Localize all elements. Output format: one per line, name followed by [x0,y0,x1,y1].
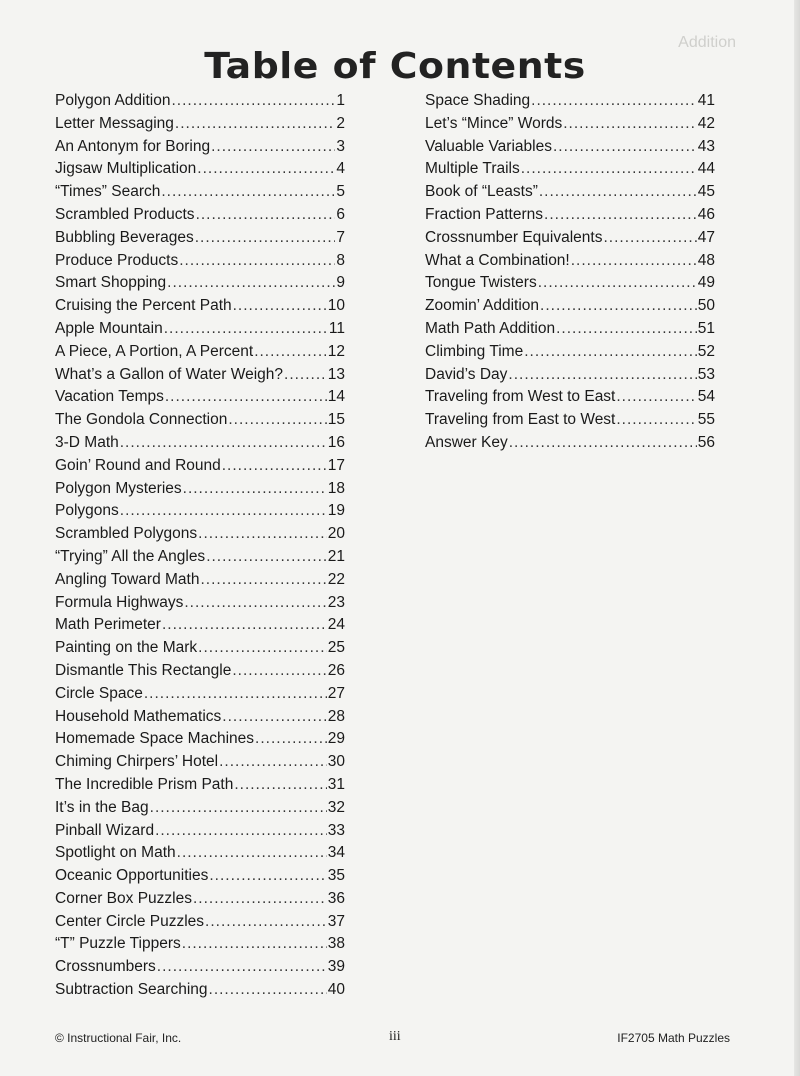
toc-entry-title: Dismantle This Rectangle [55,661,232,679]
toc-entry [55,295,345,318]
toc-entry-title: Polygon Mysteries [55,479,182,497]
toc-entry [55,546,345,569]
toc-entry-title: Polygons [55,502,119,520]
toc-entry-page: 39 [327,958,345,976]
toc-entry-title: “T” Puzzle Tippers [55,935,181,953]
toc-entry-title: Homemade Space Machines [55,730,255,748]
toc-entry [55,500,345,523]
toc-entry-page: 3 [336,137,345,155]
toc-entry-page: 53 [697,365,715,383]
toc-entry-page: 20 [327,525,345,543]
toc-entry-page: 45 [697,183,715,201]
dot-leader [508,364,696,387]
toc-entry-title: The Gondola Connection [55,411,228,429]
toc-entry-page: 34 [327,844,345,862]
toc-entry-title: David’s Day [425,365,508,383]
toc-entry-title: Circle Space [55,684,143,702]
toc-entry-title: Math Path Addition [425,319,556,337]
dot-leader [571,250,697,273]
toc-entry-page: 4 [336,160,345,178]
dot-leader [553,136,697,159]
toc-entry-title: Valuable Variables [425,137,552,155]
toc-entry [425,158,715,181]
toc-left-column [55,90,345,1002]
toc-entry-title: Letter Messaging [55,114,174,132]
toc-entry-title: Household Mathematics [55,707,222,725]
dot-leader [164,318,328,341]
toc-entry-title: Scrambled Polygons [55,525,198,543]
toc-entry-page: 43 [697,137,715,155]
toc-entry-page: 1 [336,92,345,109]
toc-entry [425,204,715,227]
page-edge [794,0,800,1076]
toc-entry [55,272,345,295]
toc-entry-page: 22 [327,570,345,588]
toc-entry [55,318,345,341]
toc-entry [55,911,345,934]
toc-entry-page: 40 [327,981,345,999]
toc-entry-page: 25 [327,639,345,657]
toc-entry [425,90,715,113]
toc-entry-page: 16 [327,433,345,451]
toc-entry [55,751,345,774]
toc-entry [55,204,345,227]
toc-entry-title: Tongue Twisters [425,274,537,292]
toc-entry-title: Vacation Temps [55,388,164,406]
toc-entry [425,181,715,204]
toc-entry [425,341,715,364]
toc-entry [55,569,345,592]
toc-entry-page: 52 [697,342,715,360]
toc-entry-title: Subtraction Searching [55,981,208,999]
toc-entry-title: Spotlight on Math [55,844,176,862]
dot-leader [205,911,327,934]
toc-entry [55,820,345,843]
toc-entry-page: 18 [327,479,345,497]
dot-leader [144,683,327,706]
dot-leader [161,181,335,204]
toc-entry-page: 23 [327,593,345,611]
dot-leader [540,295,697,318]
toc-entry-page: 31 [327,775,345,793]
toc-entry-title: Chiming Chirpers’ Hotel [55,753,219,771]
toc-entry-title: “Trying” All the Angles [55,547,206,565]
toc-entry-page: 6 [336,205,345,223]
dot-leader [616,409,696,432]
toc-entry-title: Scrambled Products [55,205,195,223]
toc-entry [55,432,345,455]
toc-entry-title: Crossnumbers [55,958,156,976]
dot-leader [196,204,336,227]
toc-entry [425,295,715,318]
toc-entry-title: Crossnumber Equivalents [425,228,603,246]
toc-entry [55,113,345,136]
toc-entry [55,706,345,729]
toc-entry-title: Center Circle Puzzles [55,912,205,930]
toc-entry [55,888,345,911]
toc-entry [55,364,345,387]
toc-entry [55,637,345,660]
toc-entry [55,797,345,820]
toc-entry-page: 38 [327,935,345,953]
toc-entry-page: 5 [336,183,345,201]
toc-entry [55,956,345,979]
dot-leader [198,523,327,546]
toc-entry [425,250,715,273]
dot-leader [563,113,697,136]
toc-entry-title: Produce Products [55,251,179,269]
dot-leader [524,341,697,364]
dot-leader [222,455,327,478]
toc-entry-page: 24 [327,616,345,634]
dot-leader [556,318,697,341]
toc-entry-title: An Antonym for Boring [55,137,211,155]
toc-entry-title: Formula Highways [55,593,184,611]
toc-entry [55,158,345,181]
toc-entry [55,341,345,364]
toc-entry-page: 17 [327,456,345,474]
dot-leader [211,136,335,159]
toc-entry-page: 21 [327,547,345,565]
dot-leader [200,569,326,592]
toc-entry-page: 10 [327,297,345,315]
toc-entry-title: Fraction Patterns [425,205,544,223]
toc-entry-title: Corner Box Puzzles [55,889,192,907]
toc-entry [55,523,345,546]
page-title: Table of Contents [204,46,586,87]
dot-leader [228,409,326,432]
toc-entry-title: Cruising the Percent Path [55,297,232,315]
toc-entry-page: 8 [336,251,345,269]
toc-entry [55,136,345,159]
toc-entry-title: Book of “Leasts” [425,183,538,201]
toc-entry [55,933,345,956]
dot-leader [209,865,326,888]
dot-leader [155,820,327,843]
dot-leader [183,478,327,501]
toc-entry-title: Bubbling Beverages [55,228,194,246]
toc-entry-title: Multiple Trails [425,160,520,178]
dot-leader [120,432,327,455]
dot-leader [198,637,327,660]
toc-entry-page: 11 [328,319,345,337]
toc-entry-title: 3-D Math [55,433,119,451]
toc-entry-page: 56 [697,433,715,451]
toc-entry-page: 13 [327,365,345,383]
dot-leader [222,706,326,729]
dot-leader [255,728,327,751]
dot-leader [165,386,327,409]
toc-entry-title: Painting on the Mark [55,639,198,657]
dot-leader [150,797,327,820]
dot-leader [193,888,327,911]
toc-entry-title: Zoomin’ Addition [425,297,540,315]
dot-leader [284,364,327,387]
toc-entry-page: 48 [697,251,715,269]
toc-entry-title: Apple Mountain [55,319,163,337]
toc-entry [55,865,345,888]
dot-leader [603,227,696,250]
toc-entry-page: 37 [327,912,345,930]
toc-entry-page: 9 [336,274,345,292]
toc-entry-page: 26 [327,661,345,679]
dot-leader [233,295,327,318]
toc-entry-title: Jigsaw Multiplication [55,160,197,178]
toc-entry [425,272,715,295]
dot-leader [177,842,327,865]
toc-entry [55,614,345,637]
toc-entry [55,227,345,250]
toc-entry [55,478,345,501]
toc-entry-page: 14 [327,388,345,406]
toc-entry [425,364,715,387]
toc-entry-page: 42 [697,114,715,132]
dot-leader [195,227,336,250]
toc-entry-title: Let’s “Mince” Words [425,114,563,132]
toc-entry-page: 55 [697,411,715,429]
toc-entry-page: 47 [697,228,715,246]
footer-book-id: IF2705 Math Puzzles [617,1031,730,1045]
dot-leader [521,158,697,181]
dot-leader [531,90,697,113]
dot-leader [206,546,327,569]
toc-entry-title: Traveling from West to East [425,388,616,406]
dot-leader [120,500,327,523]
dot-leader [209,979,327,1002]
toc-entry [55,774,345,797]
toc-entry [55,90,345,113]
toc-entry-page: 27 [327,684,345,702]
toc-entry [425,432,715,455]
toc-entry-page: 32 [327,798,345,816]
toc-entry [55,181,345,204]
toc-entry [55,455,345,478]
toc-entry-page: 15 [327,411,345,429]
toc-entry [425,409,715,432]
toc-entry [55,250,345,273]
dot-leader [254,341,327,364]
toc-entry-page: 2 [336,114,345,132]
toc-entry-page: 30 [327,753,345,771]
dot-leader [182,933,327,956]
footer-copyright: © Instructional Fair, Inc. [55,1031,182,1045]
toc-right-column [425,90,715,455]
toc-entry [55,660,345,683]
toc-entry [55,979,345,1002]
toc-entry [55,386,345,409]
dot-leader [162,614,327,637]
dot-leader [171,90,335,113]
toc-entry-page: 50 [697,297,715,315]
toc-entry-page: 35 [327,867,345,885]
toc-entry [55,842,345,865]
toc-entry [425,386,715,409]
toc-entry-title: A Piece, A Portion, A Percent [55,342,254,360]
toc-entry [55,728,345,751]
dot-leader [179,250,335,273]
toc-entry-page: 49 [697,274,715,292]
toc-entry-title: Traveling from East to West [425,411,616,429]
dot-leader [219,751,327,774]
dot-leader [157,956,327,979]
toc-entry-page: 19 [327,502,345,520]
toc-entry-title: Smart Shopping [55,274,167,292]
footer-page-number: iii [389,1029,401,1044]
toc-entry-page: 28 [327,707,345,725]
toc-entry-title: Goin’ Round and Round [55,456,221,474]
toc-entry-page: 41 [697,92,715,109]
dot-leader [232,660,326,683]
toc-entry-page: 46 [697,205,715,223]
dot-leader [538,272,697,295]
dot-leader [197,158,335,181]
toc-entry-page: 44 [697,160,715,178]
toc-entry [425,227,715,250]
toc-entry-title: What a Combination! [425,251,570,269]
toc-entry-page: 7 [336,228,345,246]
toc-entry-title: The Incredible Prism Path [55,775,234,793]
toc-entry-title: Math Perimeter [55,616,161,634]
toc-entry [425,318,715,341]
dot-leader [544,204,697,227]
toc-entry-title: Pinball Wizard [55,821,155,839]
dot-leader [167,272,335,295]
toc-entry [425,113,715,136]
toc-entry-page: 12 [327,342,345,360]
toc-entry-title: “Times” Search [55,183,161,201]
dot-leader [616,386,696,409]
toc-entry-title: Climbing Time [425,342,524,360]
toc-entry [55,592,345,615]
toc-entry-title: Answer Key [425,433,508,451]
dot-leader [175,113,335,136]
toc-entry-title: What’s a Gallon of Water Weigh? [55,365,284,383]
toc-entry-page: 36 [327,889,345,907]
toc-entry-title: Polygon Addition [55,92,171,109]
toc-entry-page: 54 [697,388,715,406]
bleed-through-header: Addition [678,34,736,51]
dot-leader [509,432,697,455]
dot-leader [539,181,697,204]
toc-entry-title: Oceanic Opportunities [55,867,209,885]
toc-entry-title: Space Shading [425,92,531,109]
dot-leader [184,592,326,615]
toc-entry [55,409,345,432]
toc-entry-page: 29 [327,730,345,748]
toc-entry-title: It’s in the Bag [55,798,149,816]
toc-entry-page: 51 [697,319,715,337]
toc-entry-page: 33 [327,821,345,839]
toc-entry-title: Angling Toward Math [55,570,200,588]
dot-leader [234,774,326,797]
toc-entry [425,136,715,159]
toc-entry [55,683,345,706]
